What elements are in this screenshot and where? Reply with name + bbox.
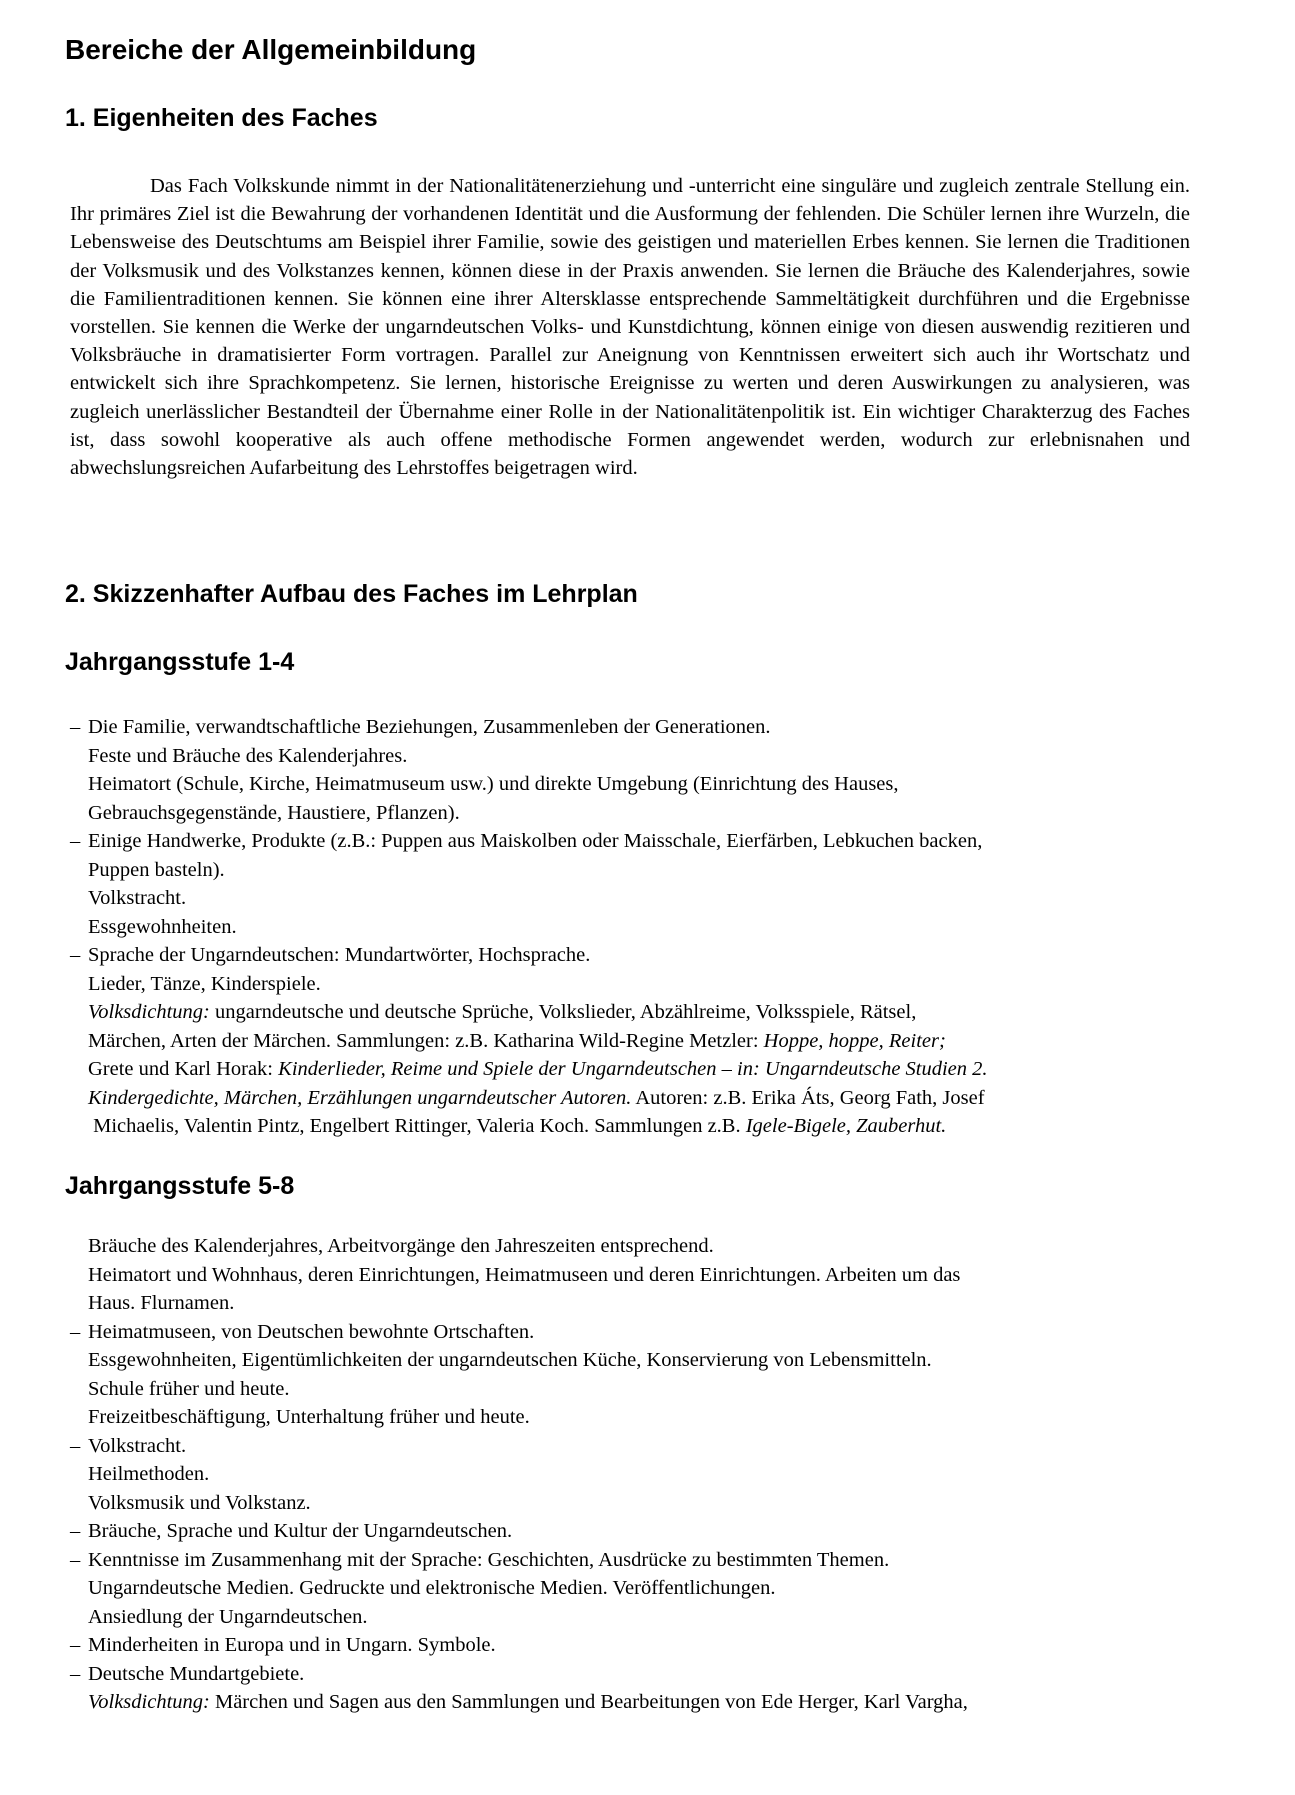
list-item-text: Essgewohnheiten, Eigentümlichkeiten der ungarndeutschen Küche, Konservierung von Lebensmitteln.	[88, 1349, 932, 1371]
volksdichtung-text: Märchen, Arten der Märchen. Sammlungen: z.B. Katharina Wild-Regine Metzler:	[88, 1029, 764, 1052]
list-item	[70, 770, 1210, 799]
list-item	[70, 1574, 1210, 1603]
volksdichtung-line	[70, 998, 1210, 1027]
intro-paragraph: Das Fach Volkskunde nimmt in der Nationalitätenerziehung und -unterricht eine singuläre und zugleich zentrale Stellung ein. Ihr primäres Ziel ist die Bewahrung der vorhandenen Identität und die Ausformung der fehlenden. Die Schüler lernen ihre Wurzeln, die Lebensweise des Deutschtums am Beispiel ihrer Familie, sowie des geistigen und materiellen Erbes kennen. Sie lernen die Traditionen der Volksmusik und des Volkstanzes kennen, können diese in der Praxis anwenden. Sie lernen die Bräuche des Kalenderjahres, sowie die Familientraditionen kennen. Sie können eine ihrer Altersklasse entsprechende Sammeltätigkeit durchführen und die Ergebnisse vorstellen. Sie kennen die Werke der ungarndeutschen Volks- und Kunstdichtung, können einige von diesen auswendig rezitieren und Volksbräuche in dramatisierter Form vortragen. Parallel zur Aneignung von Kenntnissen erweitert sich auch ihr Wortschatz und entwickelt sich ihre Sprachkompetenz. Sie lernen, historische Ereignisse zu werten und deren Auswirkungen zu analysieren, was zugleich unerlässlicher Bestandteil der Übernahme einer Rolle in der Nationalitätenpolitik ist. Ein wichtiger Charakterzug des Faches ist, dass sowohl kooperative als auch offene methodische Formen angewendet werden, wodurch zur erlebnisnahen und abwechslungsreichen Aufarbeitung des Lehrstoffes beigetragen wird.	[70, 175, 1190, 480]
volksdichtung-label: Volksdichtung:	[88, 1691, 210, 1713]
list-dash: –	[70, 1548, 81, 1571]
list-dash: –	[70, 1520, 81, 1542]
list-item-text: Volkstracht.	[88, 887, 187, 909]
list-dash: –	[70, 1320, 81, 1343]
list-item	[70, 856, 1210, 885]
list-item	[70, 1546, 1210, 1575]
volksdichtung-line	[70, 1084, 1210, 1113]
list-item	[70, 913, 1210, 942]
heading-jahrgangsstufe-5-8: Jahrgangsstufe 5-8	[65, 1172, 295, 1200]
list-item-text: Heimatort und Wohnhaus, deren Einrichtungen, Heimatmuseen und deren Einrichtungen. Arbeiten um das	[88, 1263, 961, 1286]
list-item	[70, 1261, 1210, 1290]
volksdichtung-text: Autoren: z.B. Erika Áts, Georg Fath, Josef	[631, 1086, 985, 1109]
volksdichtung-label: Volksdichtung:	[88, 1001, 210, 1023]
volksdichtung-line	[70, 1112, 1210, 1141]
list-item-text: Minderheiten in Europa und in Ungarn. Symbole.	[88, 1634, 496, 1656]
list-item-text: Feste und Bräuche des Kalenderjahres.	[88, 744, 408, 767]
list-dash: –	[70, 830, 81, 852]
list-item-text: Gebrauchsgegenstände, Haustiere, Pflanzen).	[88, 801, 460, 824]
book-title: Hoppe, hoppe, Reiter	[763, 1029, 939, 1052]
book-title: Igele-Bigele, Zauberhut.	[745, 1115, 947, 1137]
list-item-text: Volkstracht.	[88, 1434, 187, 1457]
list-item-text: Essgewohnheiten.	[88, 915, 237, 938]
list-item	[70, 1432, 1210, 1461]
list-item	[70, 884, 1210, 913]
volksdichtung-text: Märchen und Sagen aus den Sammlungen und Bearbeitungen von Ede Herger, Karl Vargha,	[209, 1691, 968, 1713]
list-item-text: Deutsche Mundartgebiete.	[88, 1662, 305, 1685]
list-item-text: Schule früher und heute.	[88, 1377, 290, 1400]
list-item-text: Ansiedlung der Ungarndeutschen.	[88, 1605, 368, 1628]
list-item	[70, 1660, 1210, 1689]
list-item-text: Heilmethoden.	[88, 1463, 210, 1485]
list-dash: –	[70, 716, 81, 738]
volksdichtung-text: Michaelis, Valentin Pintz, Engelbert Rittinger, Valeria Koch. Sammlungen z.B.	[88, 1115, 746, 1137]
volksdichtung-line	[70, 1688, 1210, 1717]
list-item-text: Freizeitbeschäftigung, Unterhaltung früher und heute.	[88, 1406, 530, 1428]
list-jahrgangsstufe-1-4	[70, 713, 1210, 1141]
book-title: Kindergedichte, Märchen, Erzählungen ungarndeutscher Autoren.	[88, 1086, 632, 1109]
list-item-text: Sprache der Ungarndeutschen: Mundartwörter, Hochsprache.	[88, 944, 591, 966]
list-item-text: Puppen basteln).	[88, 858, 225, 881]
section-heading-eigenheiten: 1. Eigenheiten des Faches	[65, 104, 378, 132]
list-item-text: Haus. Flurnamen.	[88, 1292, 235, 1314]
list-item	[70, 1517, 1210, 1546]
list-item-text: Ungarndeutsche Medien. Gedruckte und elektronische Medien. Veröffentlichungen.	[88, 1577, 776, 1599]
list-item	[70, 713, 1210, 742]
volksdichtung-text: ;	[939, 1029, 946, 1052]
list-item-text: Bräuche, Sprache und Kultur der Ungarndeutschen.	[88, 1520, 513, 1542]
list-item	[70, 1403, 1210, 1432]
list-item	[70, 799, 1210, 828]
volksdichtung-line	[70, 1055, 1210, 1084]
list-dash: –	[70, 1662, 81, 1685]
list-item-text: Die Familie, verwandtschaftliche Beziehungen, Zusammenleben der Generationen.	[88, 716, 771, 738]
list-dash: –	[70, 1634, 81, 1656]
list-item	[70, 1460, 1210, 1489]
book-title: Kinderlieder, Reime und Spiele der Ungarndeutschen – in: Ungarndeutsche Studien 2.	[278, 1058, 988, 1080]
list-item	[70, 827, 1210, 856]
volksdichtung-text: ungarndeutsche und deutsche Sprüche, Volkslieder, Abzählreime, Volksspiele, Rätsel,	[209, 1001, 917, 1023]
list-item	[70, 1232, 1210, 1261]
list-item	[70, 1318, 1210, 1347]
list-item	[70, 1603, 1210, 1632]
list-dash: –	[70, 944, 81, 966]
list-item-text: Einige Handwerke, Produkte (z.B.: Puppen aus Maiskolben oder Maisschale, Eierfärben, Lebkuchen backen,	[88, 830, 983, 852]
list-item-text: Volksmusik und Volkstanz.	[88, 1491, 311, 1514]
page-title: Bereiche der Allgemeinbildung	[65, 34, 477, 65]
list-item-text: Lieder, Tänze, Kinderspiele.	[88, 972, 321, 995]
list-item	[70, 1375, 1210, 1404]
heading-jahrgangsstufe-1-4: Jahrgangsstufe 1-4	[65, 648, 295, 676]
list-item	[70, 970, 1210, 999]
list-item-text: Heimatort (Schule, Kirche, Heimatmuseum usw.) und direkte Umgebung (Einrichtung des Hauses,	[88, 773, 899, 795]
list-item-text: Bräuche des Kalenderjahres, Arbeitvorgänge den Jahreszeiten entsprechend.	[88, 1235, 714, 1257]
list-item-text: Heimatmuseen, von Deutschen bewohnte Ortschaften.	[88, 1320, 535, 1343]
list-jahrgangsstufe-5-8	[70, 1232, 1210, 1717]
list-item	[70, 1631, 1210, 1660]
list-dash: –	[70, 1434, 81, 1457]
list-item	[70, 1489, 1210, 1518]
section-heading-aufbau: 2. Skizzenhafter Aufbau des Faches im Lehrplan	[65, 580, 638, 608]
list-item-text: Kenntnisse im Zusammenhang mit der Sprache: Geschichten, Ausdrücke zu bestimmten Themen.	[88, 1548, 890, 1571]
volksdichtung-text: Grete und Karl Horak:	[88, 1058, 279, 1080]
list-item	[70, 1346, 1210, 1375]
list-item	[70, 742, 1210, 771]
list-item	[70, 1289, 1210, 1318]
volksdichtung-line	[70, 1027, 1210, 1056]
list-item	[70, 941, 1210, 970]
